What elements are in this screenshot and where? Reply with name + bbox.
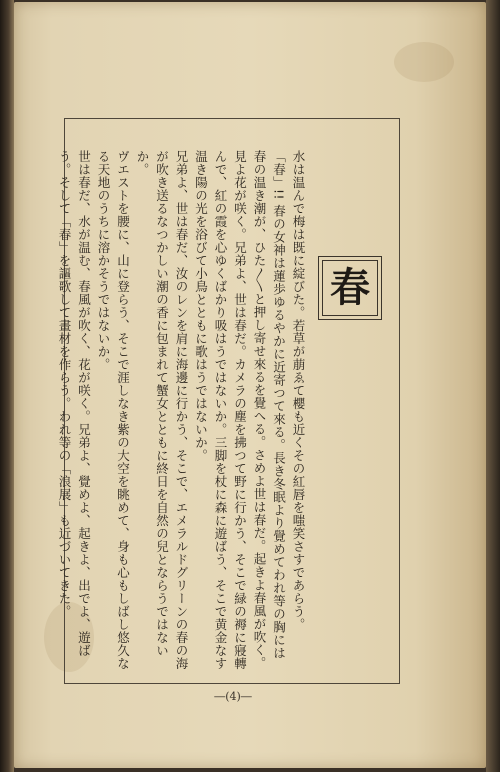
page-title: 春 <box>322 260 378 316</box>
paper-stain <box>394 42 454 82</box>
book-spine <box>0 0 14 772</box>
title-box <box>318 256 382 320</box>
page-number: ―(4)― <box>214 690 252 703</box>
paragraph-2: 兄弟よ、世は春だ、汝のレンを肩に海邊に行かう、そこで、エメラルドグリーンの春の海が吹き送るなつかしい潮の香に包まれて蟹女とともに終日を自然の兒とならうではないか。 <box>135 150 189 670</box>
paragraph-4: 世は春だ、水が温む、春風が吹く、花が咲く。兄弟よ、覺めよ、起きよ、出でよ、遊ばう。そして「春」を謳歌して畫材を作らう。われ等の「浪展」も近づいてきた。 <box>57 150 92 657</box>
book-edge <box>486 0 500 772</box>
article-body <box>57 150 308 670</box>
paragraph-1: 水は温んで梅は既に綻びた。若草が萠ゑて櫻も近くその紅唇を嗤笑さすであらう。「春」!! 春の女神は蓮歩ゆるやかに近寄つて來る。長き冬眠より覺めてわれ等の胸には春の温き潮が、ひた〳〵と押し寄せ來るを覺へる。さめよ世は春だ。起きよ春風が吹く。見よ花が咲く。兄弟よ、世は春だ。カメラの塵を拂つて野に行かう、そこで緑の褥に寢轉んで、紅の霞を心ゆくばかり吸はうではないか。三脚を杖に森に遊ばう、そこで黄金なす温き陽の光を浴びて小鳥とともに歌はうではないか。 <box>193 150 306 670</box>
paragraph-3: ヴエストを腰に、山に登らう、そこで涯しなき紫の大空を眺めて、身も心もしばし悠久なる天地のうちに溶かそうではないか。 <box>96 150 131 670</box>
